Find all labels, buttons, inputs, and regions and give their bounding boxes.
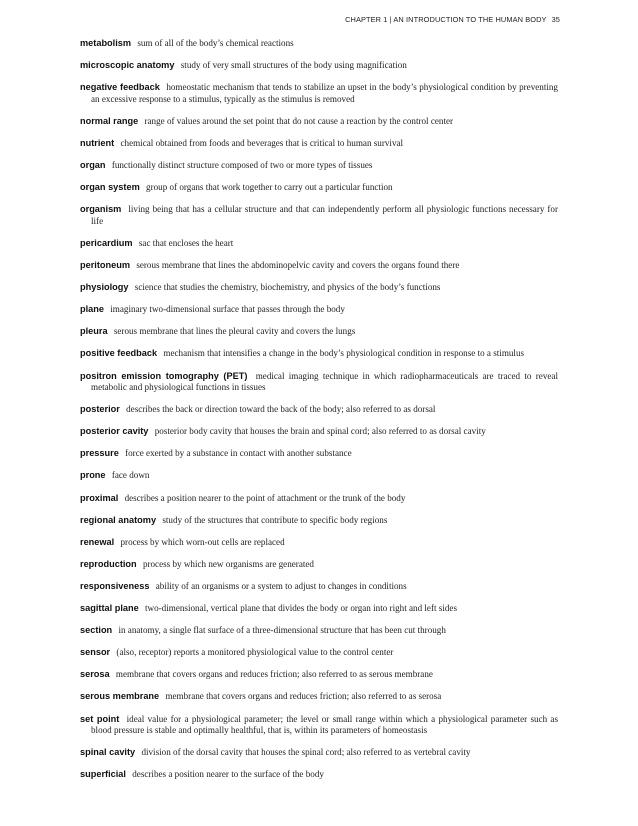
- glossary-definition: ideal value for a physiological parameter; the level or small range within which a physiological parameter such as blood pressure is stable and optimally healthful, that is, within its parameters of homeostasis: [91, 713, 559, 736]
- glossary-term: proximal: [80, 492, 119, 503]
- glossary-definition: face down: [111, 470, 150, 481]
- glossary-entry: [80, 515, 558, 527]
- glossary-term: pericardium: [80, 237, 133, 248]
- glossary-entry: [80, 559, 558, 571]
- glossary-entry: [80, 38, 558, 50]
- glossary-definition: membrane that covers organs and reduces friction; also referred to as serous membrane: [115, 669, 433, 680]
- glossary-term: sagittal plane: [80, 603, 139, 614]
- page-number: 35: [551, 15, 560, 24]
- glossary-definition: describes a position nearer to the surface of the body: [132, 769, 324, 780]
- glossary-definition: serous membrane that lines the abdominopelvic cavity and covers the organs found there: [136, 260, 460, 271]
- glossary-entry: [80, 282, 558, 294]
- glossary-term: organ: [80, 160, 106, 171]
- glossary-definition: imaginary two-dimensional surface that passes through the body: [110, 304, 345, 315]
- glossary-term: regional anatomy: [80, 514, 157, 525]
- glossary-list: [80, 38, 558, 781]
- glossary-term: pressure: [80, 448, 119, 459]
- glossary-term: set point: [80, 713, 120, 724]
- glossary-definition: division of the dorsal cavity that houses the spinal cord; also referred to as vertebral cavity: [141, 747, 471, 758]
- glossary-term: microscopic anatomy: [80, 60, 175, 71]
- glossary-term: posterior cavity: [80, 426, 149, 437]
- glossary-entry: [80, 537, 558, 549]
- glossary-term: serosa: [80, 669, 110, 680]
- glossary-definition: mechanism that intensifies a change in the body’s physiological condition in response to a stimulus: [163, 348, 525, 359]
- glossary-definition: science that studies the chemistry, biochemistry, and physics of the body’s functions: [134, 282, 441, 293]
- glossary-entry: [80, 426, 558, 438]
- glossary-term: posterior: [80, 404, 120, 415]
- glossary-definition: (also, receptor) reports a monitored physiological value to the control center: [116, 647, 394, 658]
- glossary-entry: [80, 470, 558, 482]
- glossary-definition: ability of an organisms or a system to adjust to changes in conditions: [155, 580, 407, 591]
- glossary-term: sensor: [80, 647, 111, 658]
- glossary-term: organ system: [80, 182, 140, 193]
- glossary-definition: group of organs that work together to carry out a particular function: [146, 182, 393, 193]
- glossary-term: nutrient: [80, 137, 115, 148]
- glossary-entry: [80, 625, 558, 637]
- glossary-definition: process by which worn-out cells are replaced: [120, 536, 285, 547]
- glossary-term: organism: [80, 204, 122, 215]
- glossary-entry: [80, 647, 558, 659]
- glossary-entry: [80, 448, 558, 460]
- glossary-term: serous membrane: [80, 691, 160, 702]
- glossary-entry: [80, 82, 558, 105]
- glossary-term: prone: [80, 470, 106, 481]
- glossary-entry: [80, 581, 558, 593]
- glossary-entry: [80, 238, 558, 250]
- glossary-definition: describes a position nearer to the point of attachment or the trunk of the body: [124, 492, 406, 503]
- glossary-entry: [80, 691, 558, 703]
- glossary-entry: [80, 304, 558, 316]
- glossary-definition: sum of all of the body’s chemical reactions: [137, 38, 294, 48]
- glossary-term: pleura: [80, 326, 108, 337]
- glossary-definition: study of the structures that contribute to specific body regions: [162, 514, 388, 525]
- glossary-definition: in anatomy, a single flat surface of a three-dimensional structure that has been cut through: [118, 625, 446, 636]
- glossary-entry: [80, 260, 558, 272]
- glossary-term: normal range: [80, 115, 139, 126]
- glossary-entry: [80, 138, 558, 150]
- glossary-definition: functionally distinct structure composed of two or more types of tissues: [111, 160, 373, 171]
- glossary-definition: chemical obtained from foods and beverages that is critical to human survival: [120, 137, 404, 148]
- glossary-entry: [80, 160, 558, 172]
- glossary-term: reproduction: [80, 558, 137, 569]
- glossary-entry: [80, 116, 558, 128]
- glossary-term: positive feedback: [80, 348, 158, 359]
- glossary-entry: [80, 493, 558, 505]
- glossary-definition: study of very small structures of the body using magnification: [180, 60, 407, 71]
- glossary-entry: [80, 182, 558, 194]
- glossary-entry: [80, 371, 558, 394]
- glossary-entry: [80, 769, 558, 781]
- glossary-entry: [80, 348, 558, 360]
- chapter-title: CHAPTER 1 | AN INTRODUCTION TO THE HUMAN BODY: [345, 15, 547, 24]
- glossary-entry: [80, 669, 558, 681]
- glossary-entry: [80, 326, 558, 338]
- glossary-definition: force exerted by a substance in contact with another substance: [125, 448, 352, 459]
- glossary-definition: two-dimensional, vertical plane that divides the body or organ into right and left sides: [145, 603, 457, 614]
- glossary-definition: sac that encloses the heart: [138, 237, 234, 248]
- glossary-entry: [80, 204, 558, 227]
- glossary-entry: [80, 60, 558, 72]
- running-header: [80, 14, 560, 26]
- glossary-term: spinal cavity: [80, 747, 136, 758]
- glossary-entry: [80, 603, 558, 615]
- glossary-definition: homeostatic mechanism that tends to stabilize an upset in the body’s physiological condition by preventing an excessive response to a stimulus, typically as the stimulus is removed: [91, 82, 558, 104]
- glossary-term: renewal: [80, 536, 115, 547]
- glossary-definition: range of values around the set point that do not cause a reaction by the control center: [144, 115, 454, 126]
- glossary-term: responsiveness: [80, 580, 150, 591]
- glossary-definition: membrane that covers organs and reduces friction; also referred to as serosa: [165, 691, 442, 702]
- glossary-definition: medical imaging technique in which radiopharmaceuticals are traced to reveal metabolic and physiological functions in tissues: [91, 370, 558, 393]
- glossary-term: metabolism: [80, 38, 132, 48]
- glossary-definition: serous membrane that lines the pleural cavity and covers the lungs: [113, 326, 356, 337]
- glossary-entry: [80, 714, 558, 737]
- glossary-term: section: [80, 625, 113, 636]
- glossary-term: physiology: [80, 282, 129, 293]
- glossary-definition: describes the back or direction toward the back of the body; also referred to as dorsal: [126, 404, 436, 415]
- glossary-term: plane: [80, 304, 104, 315]
- glossary-definition: process by which new organisms are generated: [142, 558, 314, 569]
- glossary-term: peritoneum: [80, 260, 131, 271]
- glossary-definition: living being that has a cellular structure and that can independently perform all physiologic functions necessary for life: [91, 204, 558, 226]
- glossary-term: positron emission tomography (PET): [80, 370, 248, 381]
- glossary-term: superficial: [80, 769, 126, 780]
- glossary-entry: [80, 404, 558, 416]
- glossary-term: negative feedback: [80, 82, 160, 93]
- glossary-entry: [80, 747, 558, 759]
- glossary-definition: posterior body cavity that houses the brain and spinal cord; also referred to as dorsal cavity: [154, 426, 486, 437]
